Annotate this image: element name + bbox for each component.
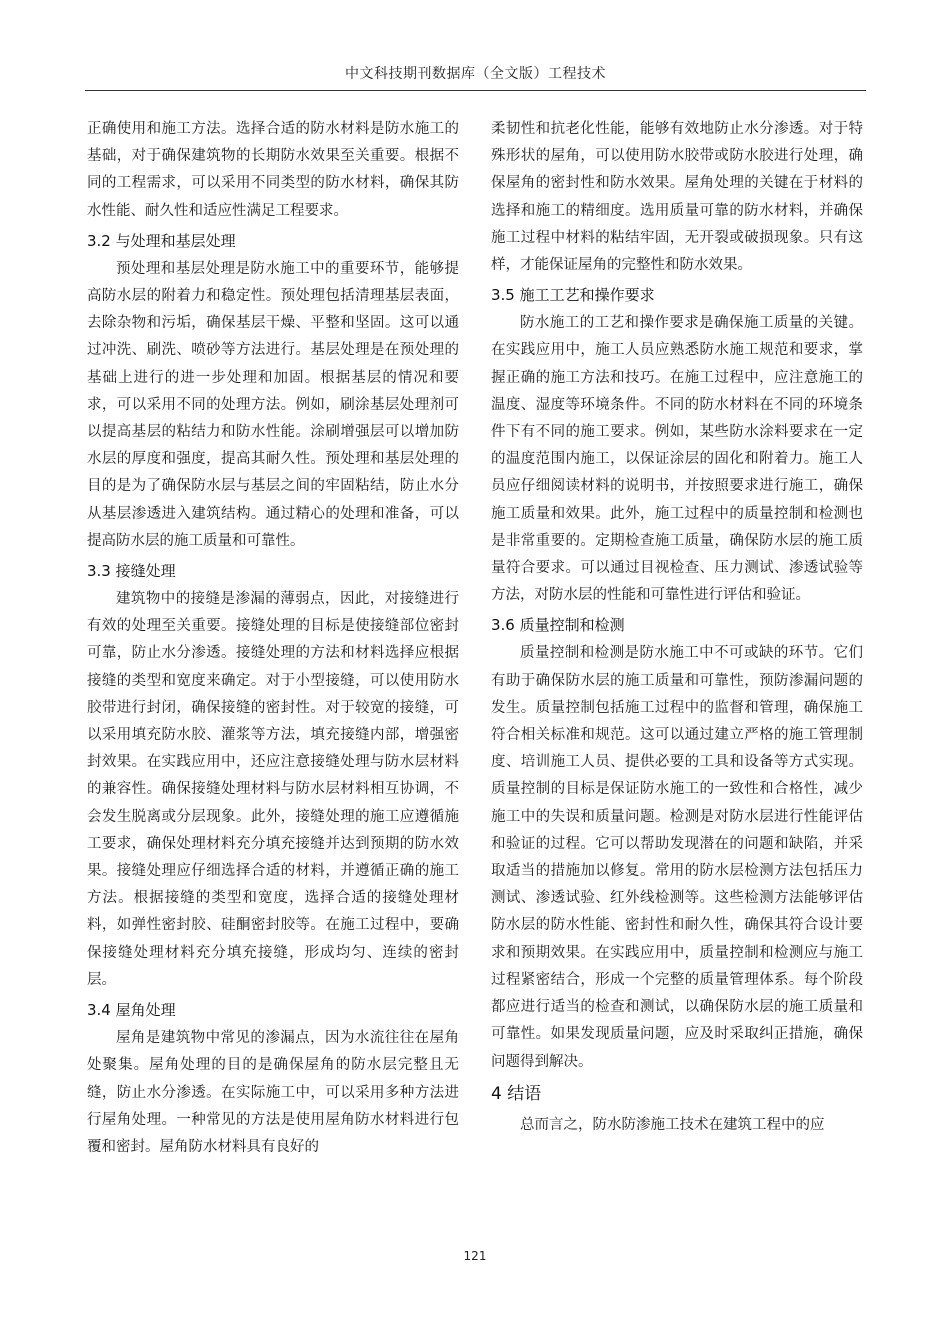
paragraph-3-4: 屋角是建筑物中常见的渗漏点，因为水流往往在屋角处聚集。屋角处理的目的是确保屋角的防水层完整且无缝，防止水分渗透。在实际施工中，可以采用多种方法进行屋角处理。一种常见的方法是使用屋角防水材料进行包覆和密封。屋角防水材料具有良好的	[87, 1030, 459, 1155]
section-heading-3-5: 3.5 施工工艺和操作要求	[491, 286, 655, 305]
paragraph-3-5: 防水施工的工艺和操作要求是确保施工质量的关键。在实践应用中，施工人员应熟悉防水施工规范和要求，掌握正确的施工方法和技巧。在施工过程中，应注意施工的温度、湿度等环境条件。不同的防水材料在不同的环境条件下有不同的施工要求。例如，某些防水涂料要求在一定的温度范围内施工，以保证涂层的固化和附着力。施工人员应仔细阅读材料的说明书，并按照要求进行施工，确保施工质量和效果。此外，施工过程中的质量控制和检测也是非常重要的。定期检查施工质量，确保防水层的施工质量符合要求。可以通过目视检查、压力测试、渗透试验等方法，对防水层的性能和可靠性进行评估和验证。	[491, 315, 863, 604]
section-heading-3-3: 3.3 接缝处理	[87, 562, 176, 581]
header-rule	[85, 90, 866, 91]
paragraph-3-3: 建筑物中的接缝是渗漏的薄弱点，因此，对接缝进行有效的处理至关重要。接缝处理的目标是使接缝部位密封可靠，防止水分渗透。接缝处理的方法和材料选择应根据接缝的类型和宽度来确定。对于小型接缝，可以使用防水胶带进行封闭，确保接缝的密封性。对于较宽的接缝，可以采用填充防水胶、灌浆等方法，填充接缝内部，增强密封效果。在实践应用中，还应注意接缝处理与防水层材料的兼容性。确保接缝处理材料与防水层材料相互协调，不会发生脱离或分层现象。此外，接缝处理的施工应遵循施工要求，确保处理材料充分填充接缝并达到预期的防水效果。接缝处理应仔细选择合适的材料，并遵循正确的施工方法。根据接缝的类型和宽度，选择合适的接缝处理材料，如弹性密封胶、硅酮密封胶等。在施工过程中，要确保接缝处理材料充分填充接缝，形成均匀、连续的密封层。	[87, 591, 459, 988]
left-column	[87, 116, 459, 1161]
section-heading-4: 4 结语	[491, 1083, 542, 1104]
section-heading-3-4: 3.4 屋角处理	[87, 1001, 176, 1020]
paragraph-3-2: 预处理和基层处理是防水施工中的重要环节，能够提高防水层的附着力和稳定性。预处理包括清理基层表面，去除杂物和污垢，确保基层干燥、平整和坚固。这可以通过冲洗、刷洗、喷砂等方法进行。基层处理是在预处理的基础上进行的进一步处理和加固。根据基层的情况和要求，可以采用不同的处理方法。例如，刷涂基层处理剂可以提高基层的粘结力和防水性能。涂刷增强层可以增加防水层的厚度和强度，提高其耐久性。预处理和基层处理的目的是为了确保防水层与基层之间的牢固粘结，防止水分从基层渗透进入建筑结构。通过精心的处理和准备，可以提高防水层的施工质量和可靠性。	[87, 260, 459, 549]
paragraph-continued: 正确使用和施工方法。选择合适的防水材料是防水施工的基础，对于确保建筑物的长期防水效果至关重要。根据不同的工程需求，可以采用不同类型的防水材料，确保其防水性能、耐久性和适应性满足工程要求。	[87, 121, 459, 219]
right-column	[491, 116, 863, 1139]
section-heading-3-2: 3.2 与处理和基层处理	[87, 231, 236, 250]
paragraph-continued: 柔韧性和抗老化性能，能够有效地防止水分渗透。对于特殊形状的屋角，可以使用防水胶带或防水胶进行处理，确保屋角的密封性和防水效果。屋角处理的关键在于材料的选择和施工的精细度。选用质量可靠的防水材料，并确保施工过程中材料的粘结牢固，无开裂或破损现象。只有这样，才能保证屋角的完整性和防水效果。	[491, 121, 863, 274]
paragraph-4: 总而言之，防水防渗施工技术在建筑工程中的应	[520, 1116, 825, 1133]
page-number: 121	[463, 1249, 487, 1263]
paragraph-3-6: 质量控制和检测是防水施工中不可或缺的环节。它们有助于确保防水层的施工质量和可靠性，预防渗漏问题的发生。质量控制包括施工过程中的监督和管理，确保施工符合相关标准和规范。这可以通过建立严格的施工管理制度、培训施工人员、提供必要的工具和设备等方式实现。质量控制的目标是保证防水施工的一致性和合格性，减少施工中的失误和质量问题。检测是对防水层进行性能评估和验证的过程。它可以帮助发现潜在的问题和缺陷，并采取适当的措施加以修复。常用的防水层检测方法包括压力测试、渗透试验、红外线检测等。这些检测方法能够评估防水层的防水性能、密封性和耐久性，确保其符合设计要求和预期效果。在实践应用中，质量控制和检测应与施工过程紧密结合，形成一个完整的质量管理体系。每个阶段都应进行适当的检查和测试，以确保防水层的施工质量和可靠性。如果发现质量问题，应及时采取纠正措施，确保问题得到解决。	[491, 645, 863, 1070]
section-heading-3-6: 3.6 质量控制和检测	[491, 616, 625, 635]
running-header: 中文科技期刊数据库（全文版）工程技术	[345, 66, 606, 82]
